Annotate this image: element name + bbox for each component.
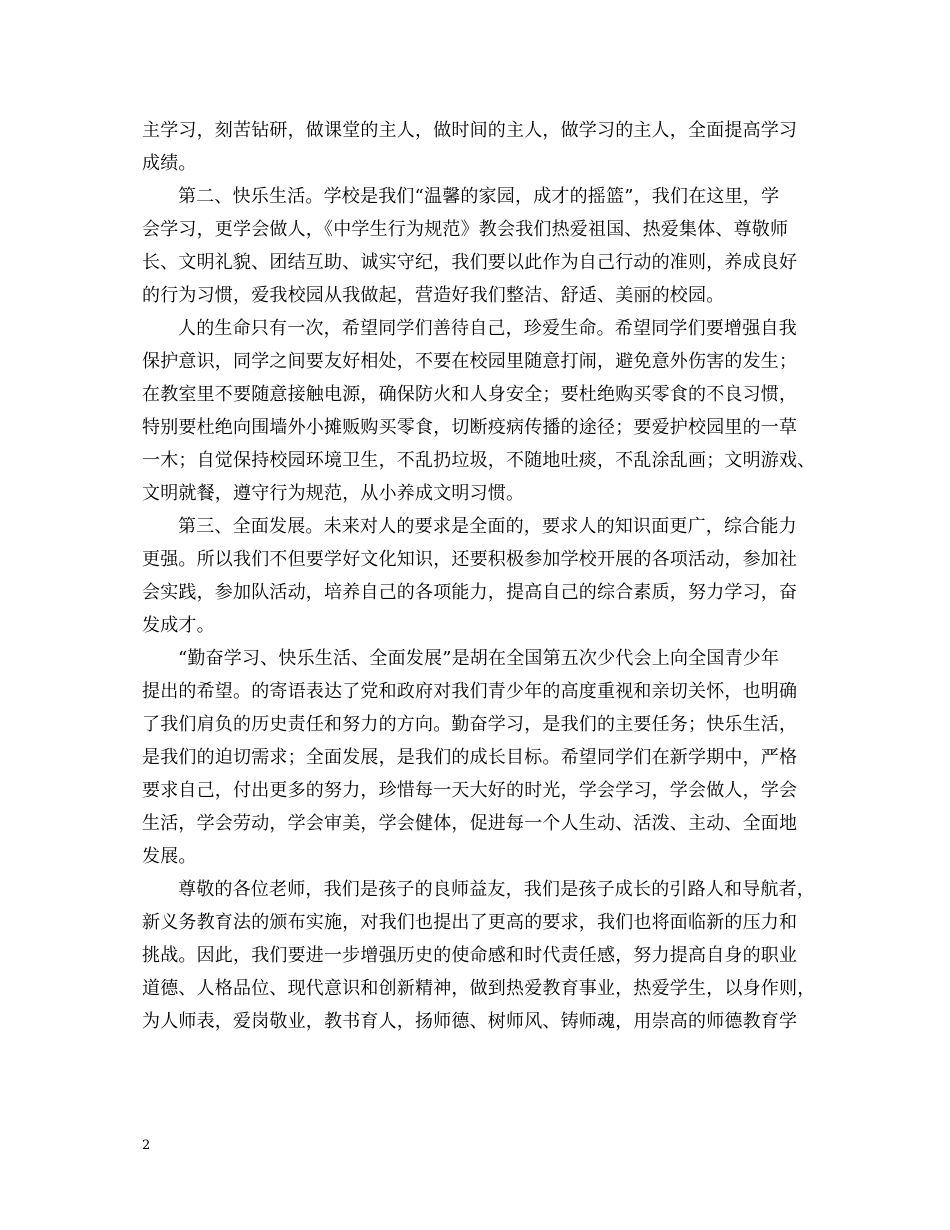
text-line: 为人师表，爱岗敬业，教书育人，扬师德、树师风、铸师魂，用崇高的师德教育学	[142, 1011, 798, 1032]
text-line: 保护意识，同学之间要友好相处，不要在校园里随意打闹，避免意外伤害的发生；	[142, 351, 798, 372]
paragraph-start-line: 人的生命只有一次，希望同学们善待自己，珍爱生命。希望同学们要增强自我	[178, 318, 797, 339]
text-line: 的行为习惯，爱我校园从我做起，营造好我们整洁、舒适、美丽的校园。	[142, 285, 725, 306]
text-line: 会学习，更学会做人，《中学生行为规范》教会我们热爱祖国、热爱集体、尊敬师	[142, 219, 789, 240]
text-line: 挑战。因此，我们要进一步增强历史的使命感和时代责任感，努力提高自身的职业	[142, 945, 798, 966]
text-line: 要求自己，付出更多的努力，珍惜每一天大好的时光，学会学习，学会做人，学会	[142, 780, 798, 801]
text-line: 主学习，刻苦钻研，做课堂的主人，做时间的主人，做学习的主人，全面提高学习	[142, 120, 798, 141]
paragraph-start-line: 第三、全面发展。未来对人的要求是全面的，要求人的知识面更广，综合能力	[178, 516, 797, 537]
text-line: 长、文明礼貌、团结互助、诚实守纪，我们要以此作为自己行动的准则，养成良好	[142, 252, 798, 273]
text-line: 发成才。	[142, 615, 215, 636]
text-line: 文明就餐，遵守行为规范，从小养成文明习惯。	[142, 483, 525, 504]
text-line: 是我们的迫切需求；全面发展，是我们的成长目标。希望同学们在新学期中，严格	[142, 747, 798, 768]
text-line: 发展。	[142, 846, 197, 867]
text-line: 更强。所以我们不但要学好文化知识，还要积极参加学校开展的各项活动，参加社	[142, 549, 798, 570]
paragraph-start-line: 尊敬的各位老师，我们是孩子的良师益友，我们是孩子成长的引路人和导航者，	[178, 879, 815, 900]
text-line: 会实践，参加队活动，培养自己的各项能力，提高自己的综合素质，努力学习，奋	[142, 582, 798, 603]
page-number: 2	[142, 1138, 151, 1153]
text-line: 了我们肩负的历史责任和努力的方向。勤奋学习，是我们的主要任务；快乐生活，	[142, 714, 798, 735]
paragraph-start-line: “勤奋学习、快乐生活、全面发展”是胡在全国第五次少代会上向全国青少年	[178, 648, 780, 669]
body-text	[142, 114, 816, 1038]
text-line: 特别要杜绝向围墙外小摊贩购买零食，切断疫病传播的途径；要爱护校园里的一草	[142, 417, 798, 438]
text-line: 生活，学会劳动，学会审美，学会健体，促进每一个人生动、活泼、主动、全面地	[142, 813, 798, 834]
text-line: 成绩。	[142, 153, 197, 174]
text-line: 道德、人格品位、现代意识和创新精神，做到热爱教育事业，热爱学生，以身作则，	[142, 978, 816, 999]
text-line: 一木；自觉保持校园环境卫生，不乱扔垃圾，不随地吐痰，不乱涂乱画；文明游戏、	[142, 450, 816, 471]
text-line: 新义务教育法的颁布实施，对我们也提出了更高的要求，我们也将面临新的压力和	[142, 912, 798, 933]
paragraph-start-line: 第二、快乐生活。学校是我们“温馨的家园，成才的摇篮”，我们在这里，学	[178, 186, 780, 207]
text-line: 在教室里不要随意接触电源，确保防火和人身安全；要杜绝购买零食的不良习惯，	[142, 384, 798, 405]
text-line: 提出的希望。的寄语表达了党和政府对我们青少年的高度重视和亲切关怀，也明确	[142, 681, 798, 702]
